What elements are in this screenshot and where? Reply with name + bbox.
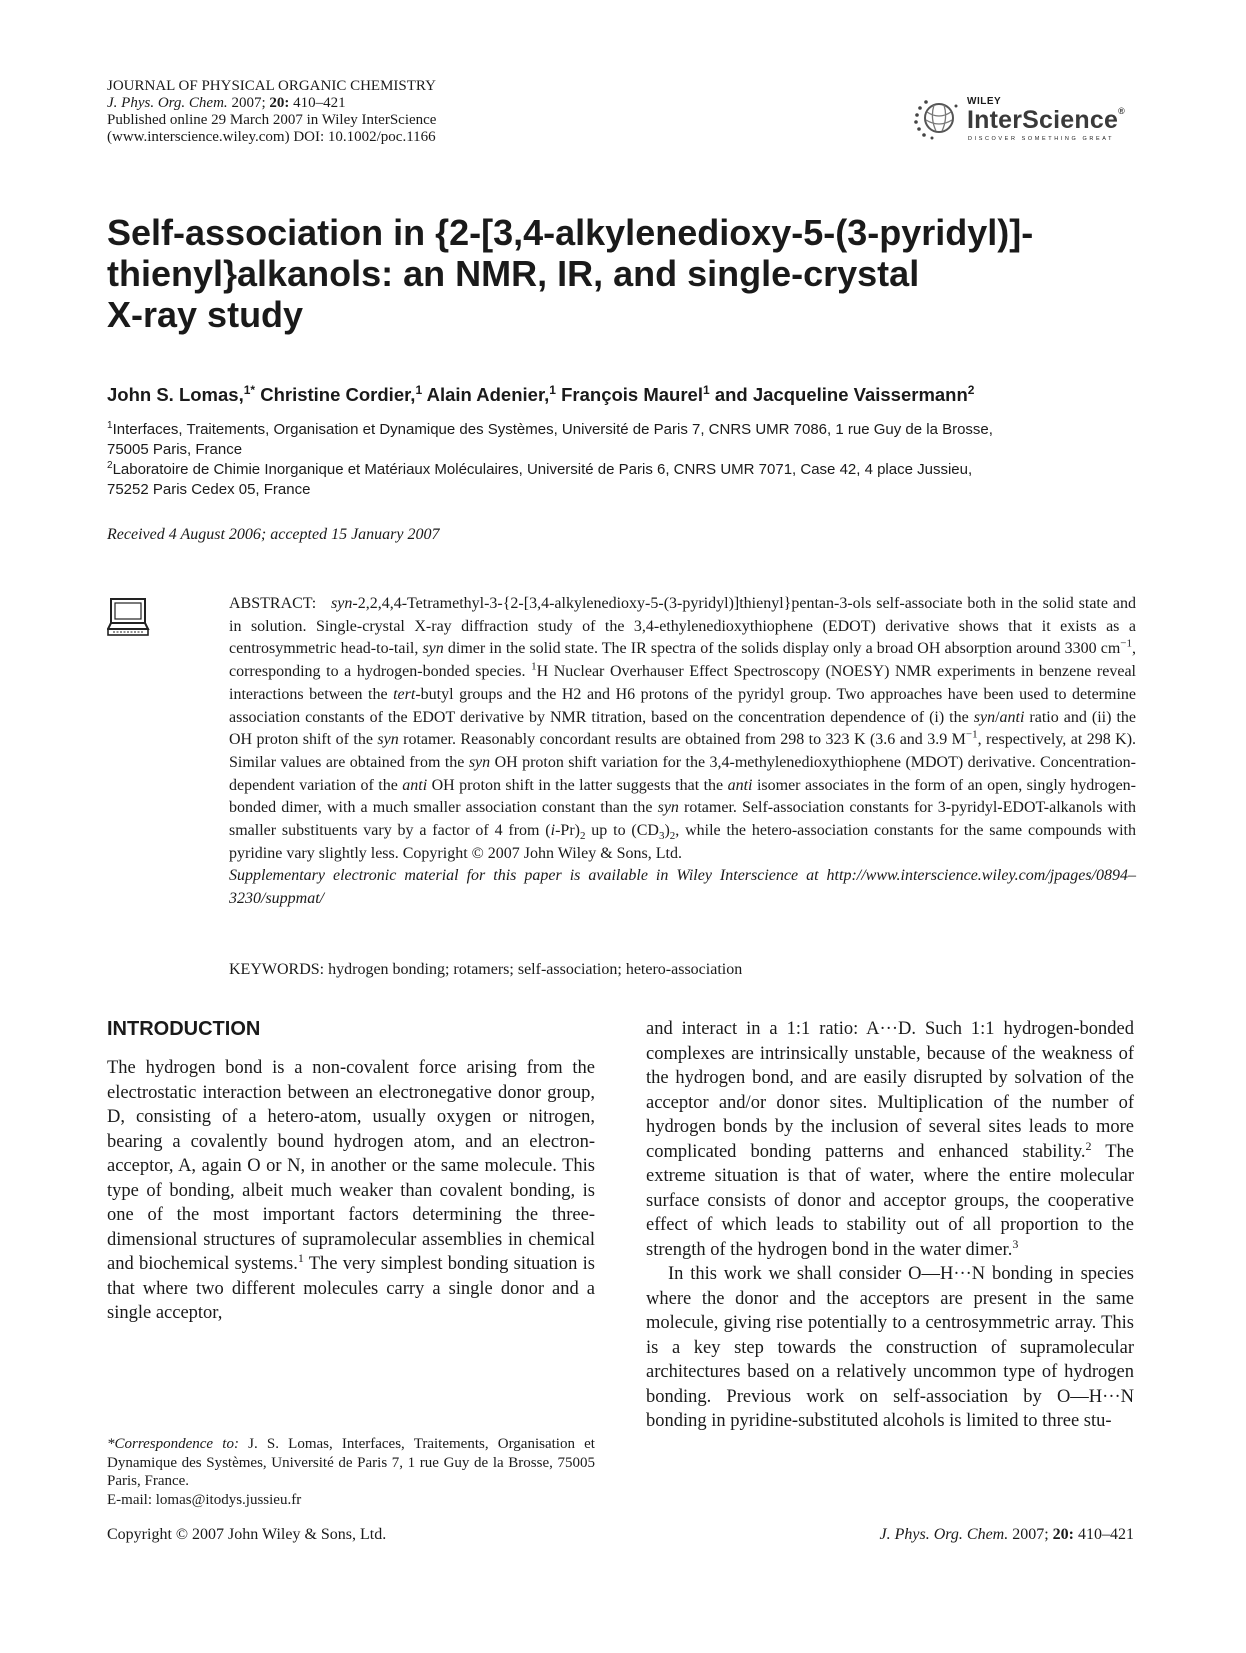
abstract-label: ABSTRACT: [229,595,317,612]
author-name: John S. Lomas, [107,384,244,406]
affiliation-1: $^1$Interfaces, Traitements, Organisation et Dynamique des Systèmes, Université de Paris 7, CNRS UMR 7086, 1 rue Guy de la Brosse, 75005 Paris, France [107,420,993,458]
author-affiliation-mark: 1 [549,383,556,397]
author-affiliation-mark: 1 [415,383,423,397]
correspondence-footnote: *Correspondence to: J. S. Lomas, Interfaces, Traitements, Organisation et Dynamique des Systèmes, Université de Paris 7, 1 rue Guy de la Brosse, 75005 Paris, France. E-mail: lomas@itodys.jussieu.fr [107,1436,595,1508]
journal-header [107,78,436,146]
received-dates: Received 4 August 2006; accepted 15 January 2007 [107,526,440,543]
interscience-wordmark: InterScience® [967,106,1125,134]
supplementary-material-note: Supplementary electronic material for this paper is available in Wiley Interscience at http://www.interscience.wiley.com/jpages/0894–3230/suppmat/ [229,867,1136,908]
reference-mark: 1 [297,1250,304,1265]
correspondence-email: E-mail: lomas@itodys.jussieu.fr [107,1491,302,1508]
abstract: ABSTRACT: syn-2,2,4,4-Tetramethyl-3-{2-[3,4-alkylenedioxy-5-(3-pyridyl)]thienyl}pentan-3-ols self-associate both in the solid state and in solution. Single-crystal X-ray diffraction study of the 3,4-ethylenedioxythiophene (EDOT) derivative shows that it exists as a centrosymmetric head-to-tail, syn dimer in the solid state. The IR spectra of the solids display only a broad OH absorption around 3300 $cm^{-1}$, corresponding to a hydrogen-bonded species. $^1$H Nuclear Overhauser Effect Spectroscopy (NOESY) NMR experiments in benzene reveal interactions between the tert-butyl groups and the H2 and H6 protons of the pyridyl group. Two approaches have been used to determine association constants of the EDOT derivative by NMR titration, based on the concentration dependence of (i) the syn/anti ratio and (ii) the OH proton shift of the syn rotamer. Reasonably concordant results are obtained from 298 to 323 K (3.6 and 3.9 $M^{-1}$, respectively, at 298 K). Similar values are obtained from the syn OH proton shift variation for the 3,4-methylenedioxythiophene (MDOT) derivative. Concentration-dependent variation of the anti OH proton shift in the latter suggests that the anti isomer associates in the form of an open, singly hydrogen-bonded dimer, with a much smaller association constant than the syn rotamer. Self-association constants for 3-pyridyl-EDOT-alkanols with smaller substituents vary by a factor of 4 from $(i-Pr)_2$ up to $(CD_3)_2$, while the hetero-association constants for the same compounds with pyridine vary slightly less. Copyright © 2007 John Wiley & Sons, Ltd. Supplementary electronic material for this paper is available in Wiley Interscience at http://www.interscience.wiley.com/jpages/0894–3230/suppmat/ [229,593,1136,911]
author-name: François Maurel [561,384,703,406]
computer-icon [107,598,151,638]
author-affiliation-mark: 1* [243,383,256,397]
author-affiliation-mark: 1 [703,383,710,397]
author-list: John S. Lomas,$^{1*}$ Christine Cordier,$^1$ Alain Adenier,$^1$ François Maurel$^1$ and Jacqueline Vaissermann$^2$ [107,383,975,406]
journal-name: JOURNAL OF PHYSICAL ORGANIC CHEMISTRY [107,78,436,94]
globe-icon [912,96,962,142]
wiley-wordmark: WILEY [967,96,1002,107]
article-title [107,212,1147,335]
title-line-2: thienyl}alkanols: an NMR, IR, and single-crystal [107,253,920,294]
wiley-interscience-logo [912,96,1144,146]
author-name: Christine Cordier, [260,384,416,406]
title-line-1: Self-association in {2-[3,4-alkylenedioxy-5-(3-pyridyl)]- [107,212,1034,253]
footer-copyright: Copyright © 2007 John Wiley & Sons, Ltd. [107,1526,387,1543]
body-column-left: The hydrogen bond is a non-covalent force arising from the electrostatic interaction between an electronegative donor group, D, consisting of a hetero-atom, usually oxygen or nitrogen, bearing a covalently bound hydrogen atom, and an electron-acceptor, A, again O or N, in another or the same molecule. This type of bonding, albeit much weaker than covalent bonding, is one of the most important factors determining the three-dimensional structures of supramolecular assemblies in chemical and biochemical systems.$^1$ The very simplest bonding situation is that where two different molecules carry a single donor and a single acceptor, [107,1058,595,1323]
paragraph: and interact in a 1:1 ratio: A···D. Such 1:1 hydrogen-bonded complexes are intrinsically unstable, because of the weakness of the hydrogen bond, and are easily disrupted by solvation of the acceptor and/or donor sites. Multiplication of the number of hydrogen bonds by the inclusion of several sites leads to more complicated bonding patterns and enhanced stability.$^2$ The extreme situation is that of water, where the entire molecular surface consists of donor and acceptor groups, the cooperative effect of which leads to stability out of all proportion to the strength of the hydrogen bond in the water dimer.$^3$ [646,1019,1134,1260]
section-heading-introduction: INTRODUCTION [107,1018,261,1040]
author-name: Alain Adenier, [426,384,550,406]
logo-tagline: DISCOVER SOMETHING GREAT [968,136,1115,142]
citation: J. Phys. Org. Chem. 2007; 20: 410–421 [107,95,346,111]
reference-mark: 3 [1012,1236,1019,1251]
author-name: Jacqueline Vaissermann [752,384,968,406]
doi-line: (www.interscience.wiley.com) DOI: 10.1002/poc.1166 [107,129,436,145]
body-column-right [646,1017,1134,1434]
footer-citation: J. Phys. Org. Chem. 2007; 20: 410–421 [879,1526,1134,1543]
keywords: KEYWORDS: hydrogen bonding; rotamers; self-association; hetero-association [229,961,743,978]
published-online: Published online 29 March 2007 in Wiley InterScience [107,112,437,128]
affiliation-2: $^2$Laboratoire de Chimie Inorganique et Matériaux Moléculaires, Université de Paris 6, CNRS UMR 7071, Case 42, 4 place Jussieu, 75252 Paris Cedex 05, France [107,460,973,498]
title-line-3: X-ray study [107,294,304,335]
author-affiliation-mark: 2 [967,383,975,397]
paragraph: In this work we shall consider O—H···N bonding in species where the donor and the acceptors are present in the same molecule, giving rise potentially to a centrosymmetric array. This is a key step towards the construction of supramolecular architectures based on a relatively uncommon type of hydrogen bonding. Previous work on self-association by O—H···N bonding in pyridine-substituted alcohols is limited to three stu- [646,1264,1134,1431]
reference-mark: 2 [1085,1138,1092,1153]
